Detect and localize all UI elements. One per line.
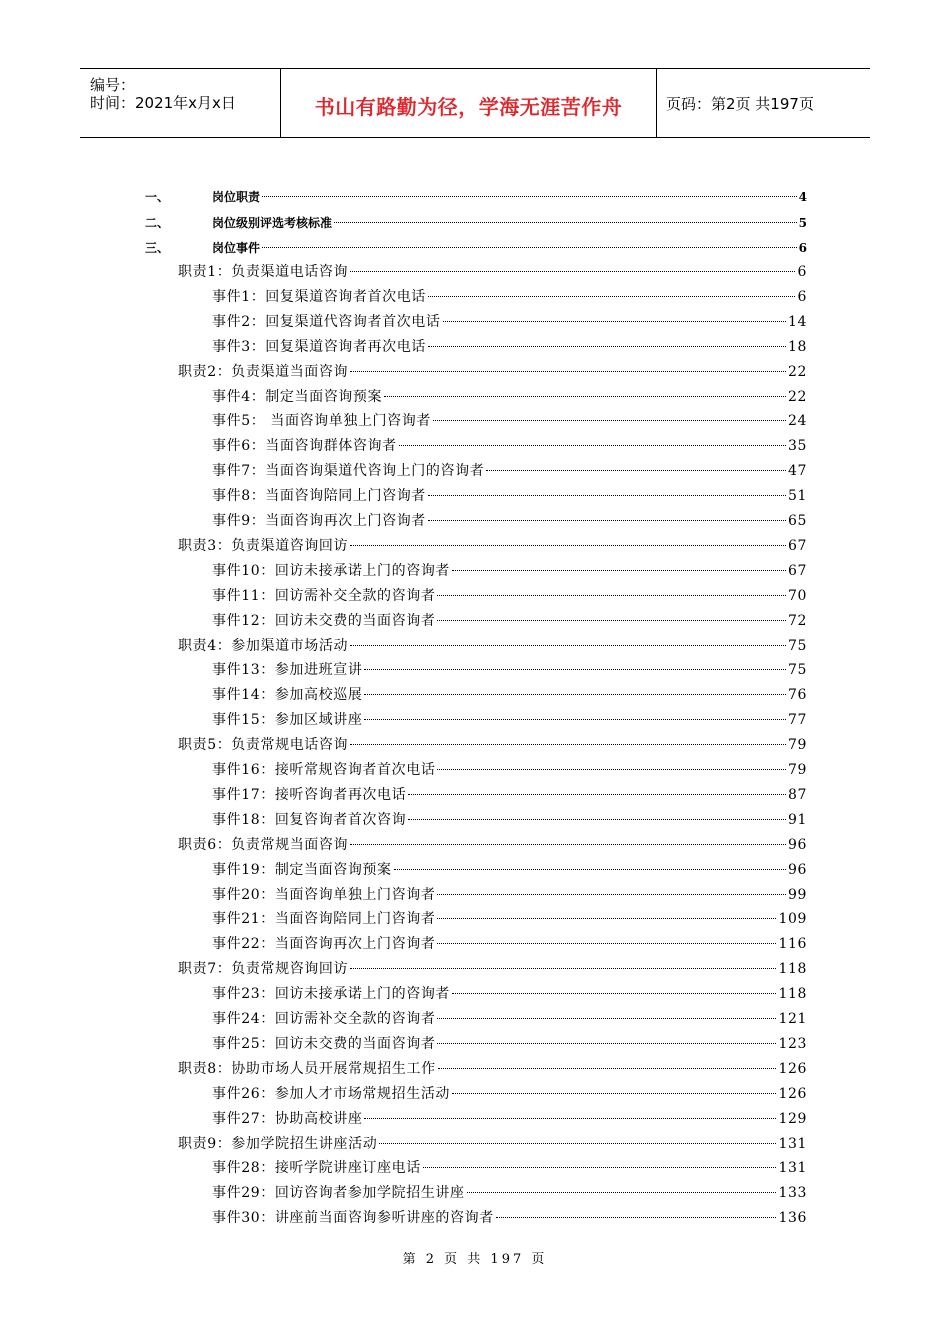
toc-dot-leader [452, 993, 776, 994]
toc-entry-title: 事件30：讲座前当面咨询参听讲座的咨询者 [212, 1210, 494, 1227]
toc-entry-title: 职责8：协助市场人员开展常规招生工作 [178, 1060, 436, 1077]
toc-entry-page: 67 [787, 562, 807, 579]
toc-dot-leader [350, 371, 786, 372]
toc-entry-title: 事件6：当面咨询群体咨询者 [212, 438, 397, 455]
toc-section-title: 岗位级别评选考核标准 [212, 216, 333, 230]
toc-entry-page: 65 [787, 513, 807, 529]
toc-entry-page: 18 [787, 338, 807, 355]
toc-dot-leader [364, 694, 786, 695]
toc-event-row [212, 585, 807, 605]
toc-dot-leader [437, 1018, 776, 1019]
toc-entry-title: 事件20：当面咨询单独上门咨询者 [212, 886, 436, 903]
toc-entry-page: 87 [787, 786, 807, 803]
toc-event-row [212, 983, 807, 1003]
toc-dot-leader [438, 1068, 777, 1069]
toc-entry-page: 99 [787, 886, 807, 903]
toc-dot-leader [399, 445, 786, 446]
toc-event-row [212, 1182, 807, 1202]
toc-entry-title: 职责1：负责渠道电话咨询 [178, 264, 349, 280]
toc-entry-title: 事件9：当面咨询再次上门咨询者 [212, 513, 426, 529]
toc-entry-title: 事件29：回访咨询者参加学院招生讲座 [212, 1185, 465, 1202]
toc-section-page: 5 [798, 216, 807, 230]
toc-event-row [212, 1157, 807, 1177]
toc-entry-page: 133 [778, 1185, 807, 1202]
toc-entry-title: 事件10：回访未接承诺上门的咨询者 [212, 562, 451, 579]
toc-event-row [212, 336, 807, 356]
toc-entry-page: 79 [787, 762, 807, 778]
header-motto-cell [280, 69, 657, 137]
toc-dot-leader [350, 645, 786, 646]
toc-event-row [212, 784, 807, 804]
toc-section-page: 4 [798, 190, 807, 204]
header-meta-cell [80, 69, 280, 137]
toc-dot-leader [452, 1093, 776, 1094]
toc-event-row [212, 684, 807, 704]
toc-event-row [212, 485, 807, 505]
toc-entry-title: 事件17：接听咨询者再次电话 [212, 786, 407, 803]
toc-dot-leader [437, 943, 776, 944]
toc-duty-row [178, 535, 807, 555]
toc-entry-title: 事件4：制定当面咨询预案 [212, 388, 383, 405]
toc-dot-leader [428, 520, 786, 521]
toc-event-row [212, 709, 807, 729]
toc-section-title: 岗位职责 [212, 190, 261, 204]
toc-entry-title: 事件24：回访需补交全款的咨询者 [212, 1011, 436, 1027]
toc-event-row [212, 908, 807, 928]
toc-dot-leader [350, 545, 786, 546]
toc-entry-page: 76 [787, 687, 807, 704]
toc-dot-leader [408, 794, 786, 795]
toc-duty-row [178, 635, 807, 655]
toc-entry-page: 96 [787, 861, 807, 878]
toc-event-row [212, 1033, 807, 1053]
toc-event-row [212, 435, 807, 455]
toc-dot-leader [408, 819, 786, 820]
toc-dot-leader [437, 894, 786, 895]
toc-entry-title: 事件25：回访未交费的当面咨询者 [212, 1035, 436, 1052]
toc-duty-row [178, 1133, 807, 1153]
toc-entry-page: 126 [778, 1085, 807, 1102]
toc-entry-page: 14 [787, 313, 807, 330]
toc-entry-page: 67 [787, 537, 807, 554]
toc-entry-title: 事件23：回访未接承诺上门的咨询者 [212, 986, 451, 1003]
toc-entry-page: 22 [787, 363, 807, 380]
toc-entry-page: 47 [787, 463, 807, 480]
toc-entry-page: 75 [787, 637, 807, 654]
toc-entry-title: 事件27：协助高校讲座 [212, 1110, 363, 1127]
toc-entry-title: 事件28：接听学院讲座订座电话 [212, 1160, 421, 1177]
toc-entry-title: 职责5：负责常规电话咨询 [178, 737, 349, 754]
toc-dot-leader [428, 346, 786, 347]
toc-dot-leader [496, 1217, 777, 1218]
toc-entry-title: 事件21：当面咨询陪同上门咨询者 [212, 911, 436, 928]
toc-entry-title: 事件7：当面咨询渠道代咨询上门的咨询者 [212, 463, 485, 480]
toc-entry-page: 129 [778, 1110, 807, 1127]
toc-event-row [212, 1008, 807, 1028]
toc-entry-title: 职责2：负责渠道当面咨询 [178, 363, 349, 380]
toc-entry-page: 121 [778, 1011, 807, 1027]
toc-entry-title: 职责4：参加渠道市场活动 [178, 637, 349, 654]
toc-section-number: 三、 [145, 241, 170, 255]
document-number-label: 编号： [90, 76, 136, 94]
toc-entry-title: 事件16：接听常规咨询者首次电话 [212, 762, 436, 778]
toc-dot-leader [428, 296, 796, 297]
toc-event-row [212, 286, 807, 306]
toc-entry-page: 118 [778, 961, 807, 978]
toc-entry-page: 123 [778, 1035, 807, 1052]
toc-dot-leader [394, 869, 786, 870]
toc-entry-page: 75 [787, 662, 807, 679]
toc-entry-page: 22 [787, 388, 807, 405]
toc-section-title: 岗位事件 [212, 241, 261, 255]
toc-entry-title: 事件2：回复渠道代咨询者首次电话 [212, 313, 441, 330]
toc-entry-title: 事件26：参加人才市场常规招生活动 [212, 1085, 451, 1102]
toc-section-number: 一、 [145, 190, 170, 204]
toc-entry-title: 事件13：参加进班宣讲 [212, 662, 363, 679]
toc-dot-leader [262, 247, 797, 248]
toc-dot-leader [467, 1192, 777, 1193]
header-motto: 书山有路勤为径，学海无涯苦作舟 [314, 95, 623, 119]
toc-section-number: 二、 [145, 216, 170, 230]
toc-entry-page: 70 [787, 587, 807, 604]
toc-section-row [145, 214, 807, 231]
toc-entry-title: 事件11：回访需补交全款的咨询者 [212, 587, 436, 604]
toc-duty-row [178, 361, 807, 381]
toc-duty-row [178, 734, 807, 754]
toc-event-row [212, 884, 807, 904]
toc-dot-leader [364, 1118, 776, 1119]
toc-entry-page: 6 [797, 264, 807, 280]
toc-event-row [212, 410, 807, 430]
toc-dot-leader [350, 744, 786, 745]
toc-entry-title: 事件18：回复咨询者首次咨询 [212, 811, 407, 828]
toc-duty-row [178, 958, 807, 978]
toc-entry-page: 79 [787, 737, 807, 754]
toc-entry-page: 131 [778, 1160, 807, 1177]
page-footer: 第 2 页 共 197 页 [402, 1252, 548, 1267]
toc-entry-title: 事件5： 当面咨询单独上门咨询者 [212, 413, 431, 430]
toc-event-row [212, 311, 807, 331]
toc-entry-title: 职责6：负责常规当面咨询 [178, 836, 349, 853]
toc-entry-page: 51 [787, 488, 807, 505]
toc-entry-page: 96 [787, 836, 807, 853]
toc-dot-leader [423, 1167, 777, 1168]
toc-dot-leader [437, 595, 786, 596]
toc-event-row [212, 510, 807, 530]
toc-entry-page: 109 [778, 911, 807, 928]
toc-event-row [212, 460, 807, 480]
toc-entry-title: 职责7：负责常规咨询回访 [178, 961, 349, 978]
toc-dot-leader [262, 196, 797, 197]
toc-dot-leader [443, 321, 786, 322]
toc-entry-page: 72 [787, 612, 807, 629]
toc-entry-page: 24 [787, 413, 807, 430]
toc-event-row [212, 933, 807, 953]
toc-event-row [212, 809, 807, 829]
toc-entry-title: 事件12：回访未交费的当面咨询者 [212, 612, 436, 629]
toc-entry-title: 事件22：当面咨询再次上门咨询者 [212, 936, 436, 953]
toc-entry-title: 职责3：负责渠道咨询回访 [178, 537, 349, 554]
toc-dot-leader [379, 1143, 776, 1144]
toc-dot-leader [437, 620, 786, 621]
toc-dot-leader [437, 918, 776, 919]
page-header [80, 68, 870, 138]
toc-dot-leader [384, 396, 786, 397]
toc-entry-page: 131 [778, 1135, 807, 1152]
toc-entry-page: 118 [778, 986, 807, 1003]
toc-event-row [212, 386, 807, 406]
toc-event-row [212, 759, 807, 779]
toc-entry-title: 事件1：回复渠道咨询者首次电话 [212, 288, 426, 305]
toc-dot-leader [364, 669, 786, 670]
toc-entry-page: 91 [787, 811, 807, 828]
toc-dot-leader [433, 420, 786, 421]
toc-duty-row [178, 834, 807, 854]
document-date: 时间：2021年x月x日 [90, 94, 236, 112]
toc-dot-leader [364, 719, 786, 720]
toc-section-row [145, 188, 807, 205]
toc-duty-row [178, 261, 807, 281]
toc-dot-leader [350, 844, 786, 845]
toc-entry-page: 6 [797, 288, 807, 305]
toc-dot-leader [452, 570, 786, 571]
toc-section-page: 6 [798, 241, 807, 255]
toc-entry-page: 126 [778, 1060, 807, 1077]
toc-event-row [212, 1108, 807, 1128]
toc-entry-title: 事件15：参加区域讲座 [212, 712, 363, 729]
toc-entry-title: 事件19：制定当面咨询预案 [212, 861, 392, 878]
toc-entry-title: 事件8：当面咨询陪同上门咨询者 [212, 488, 426, 505]
toc-event-row [212, 560, 807, 580]
toc-dot-leader [350, 271, 795, 272]
toc-event-row [212, 1083, 807, 1103]
toc-entry-page: 136 [778, 1210, 807, 1227]
toc-dot-leader [437, 769, 786, 770]
toc-event-row [212, 859, 807, 879]
toc-entry-title: 职责9：参加学院招生讲座活动 [178, 1135, 378, 1152]
toc-entry-page: 116 [778, 936, 807, 953]
toc-section-row [145, 239, 807, 256]
toc-event-row [212, 659, 807, 679]
toc-dot-leader [334, 222, 797, 223]
toc-entry-title: 事件14：参加高校巡展 [212, 687, 363, 704]
header-page-cell [656, 69, 870, 137]
toc-event-row [212, 610, 807, 630]
toc-dot-leader [437, 1043, 776, 1044]
toc-dot-leader [350, 968, 776, 969]
toc-event-row [212, 1207, 807, 1227]
toc-duty-row [178, 1058, 807, 1078]
toc-entry-page: 35 [787, 438, 807, 455]
toc-entry-title: 事件3：回复渠道咨询者再次电话 [212, 338, 426, 355]
toc-dot-leader [428, 495, 786, 496]
toc-entry-page: 77 [787, 712, 807, 729]
toc-dot-leader [486, 470, 786, 471]
header-page-info: 页码：第2页 共197页 [666, 95, 814, 113]
